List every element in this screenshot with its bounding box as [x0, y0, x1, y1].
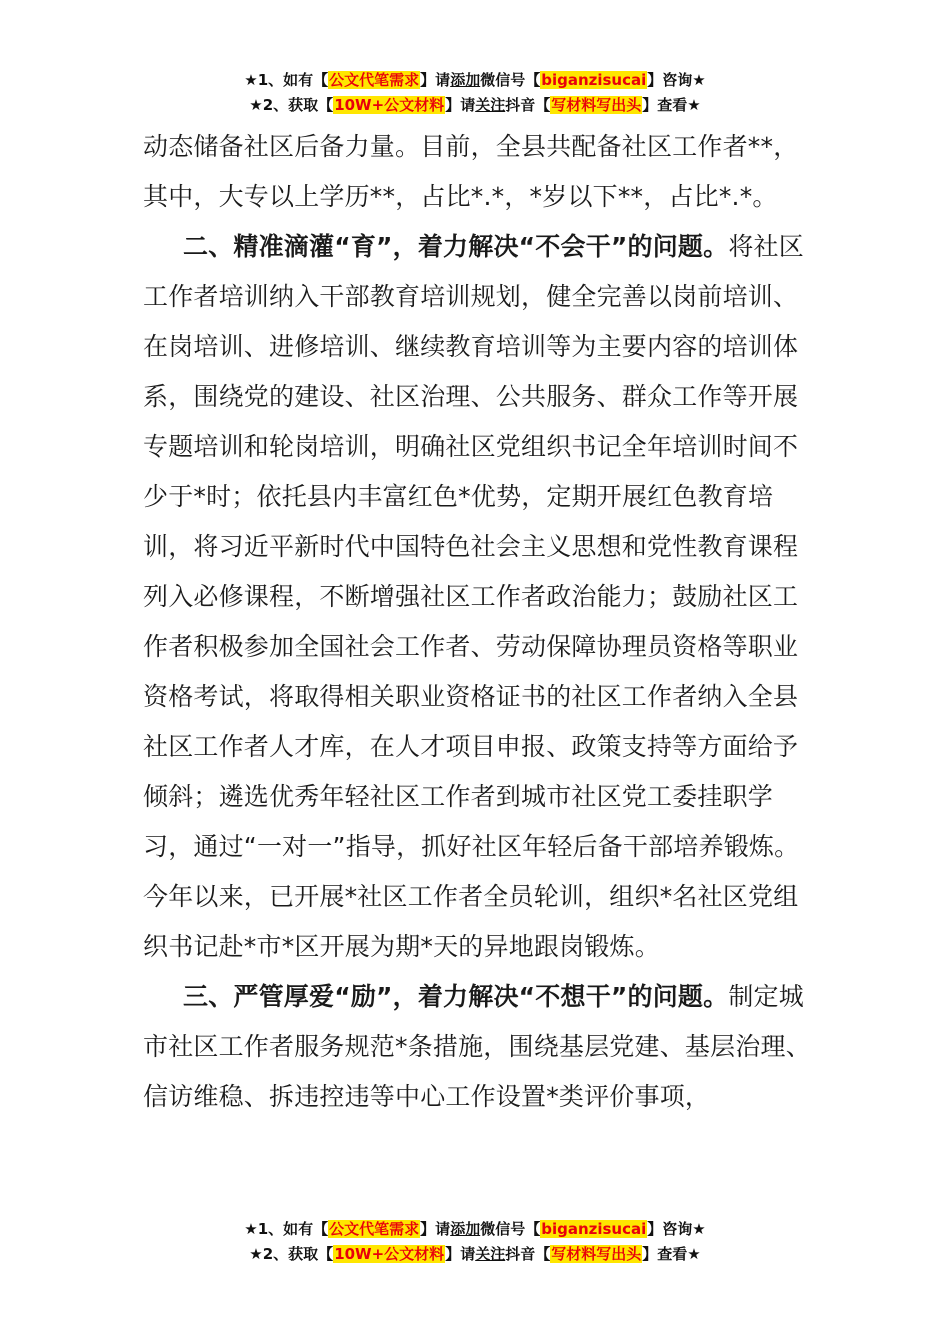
footer-banner: [0, 1217, 950, 1267]
banner-text: 】查看★: [642, 96, 701, 114]
banner-text: 】请: [420, 1220, 451, 1238]
banner-highlight: biganzisucai: [541, 71, 647, 89]
banner-text: ★1、如有【: [244, 71, 329, 89]
banner-text: 】咨询★: [647, 71, 706, 89]
banner-line-2: [0, 93, 950, 118]
banner-highlight: 写材料写出头: [551, 1245, 642, 1263]
banner-text: 】请: [445, 96, 476, 114]
banner-text: 抖音【: [505, 1245, 551, 1263]
paragraph-3: [143, 972, 823, 1122]
banner-text: 微信号【: [480, 71, 541, 89]
banner-line-1: [0, 68, 950, 93]
banner-text: 】请: [420, 71, 451, 89]
banner-highlight: 写材料写出头: [551, 96, 642, 114]
banner-text: 】咨询★: [647, 1220, 706, 1238]
banner-highlight: biganzisucai: [541, 1220, 647, 1238]
banner-text: 】请: [445, 1245, 476, 1263]
banner-line-1: [0, 1217, 950, 1242]
paragraph-text: 将社区工作者培训纳入干部教育培训规划，健全完善以岗前培训、在岗培训、进修培训、继续教育培训等为主要内容的培训体系，围绕党的建设、社区治理、公共服务、群众工作等开展专题培训和轮岗培训，明确社区党组织书记全年培训时间不少于*时；依托县内丰富红色*优势，定期开展红色教育培训，将习近平新时代中国特色社会主义思想和党性教育课程列入必修课程，不断增强社区工作者政治能力；鼓励社区工作者积极参加全国社会工作者、劳动保障协理员资格等职业资格考试，将取得相关职业资格证书的社区工作者纳入全县社区工作者人才库，在人才项目申报、政策支持等方面给予倾斜；遴选优秀年轻社区工作者到城市社区党工委挂职学习，通过“一对一”指导，抓好社区年轻后备干部培养锻炼。今年以来，已开展*社区工作者全员轮训，组织*名社区党组织书记赴*市*区开展为期*天的异地跟岗锻炼。: [143, 232, 804, 961]
banner-underline: 关注: [475, 96, 506, 114]
banner-underline: 关注: [475, 1245, 506, 1263]
paragraph-2: [143, 222, 823, 972]
banner-highlight: 10W+公文材料: [334, 1245, 445, 1263]
paragraph-1: 动态储备社区后备力量。目前，全县共配备社区工作者**，其中，大专以上学历**，占比*.*，*岁以下**，占比*.*。: [143, 132, 799, 211]
banner-highlight: 公文代笔需求: [329, 1220, 420, 1238]
banner-text: ★2、获取【: [249, 1245, 334, 1263]
document-body: [143, 122, 823, 1122]
banner-text: ★2、获取【: [249, 96, 334, 114]
banner-text: 】查看★: [642, 1245, 701, 1263]
banner-underline: 添加: [450, 1220, 481, 1238]
banner-text: 抖音【: [505, 96, 551, 114]
paragraph-text: 制定城市社区工作者服务规范*条措施，围绕基层党建、基层治理、信访维稳、拆违控违等中心工作设置*类评价事项，: [143, 982, 811, 1111]
banner-text: ★1、如有【: [244, 1220, 329, 1238]
header-banner: [0, 68, 950, 118]
banner-text: 微信号【: [480, 1220, 541, 1238]
banner-highlight: 公文代笔需求: [329, 71, 420, 89]
banner-highlight: 10W+公文材料: [334, 96, 445, 114]
section-heading: 三、严管厚爱“励”，着力解决“不想干”的问题。: [183, 982, 729, 1011]
section-heading: 二、精准滴灌“育”，着力解决“不会干”的问题。: [183, 232, 729, 261]
banner-underline: 添加: [450, 71, 481, 89]
banner-line-2: [0, 1242, 950, 1267]
